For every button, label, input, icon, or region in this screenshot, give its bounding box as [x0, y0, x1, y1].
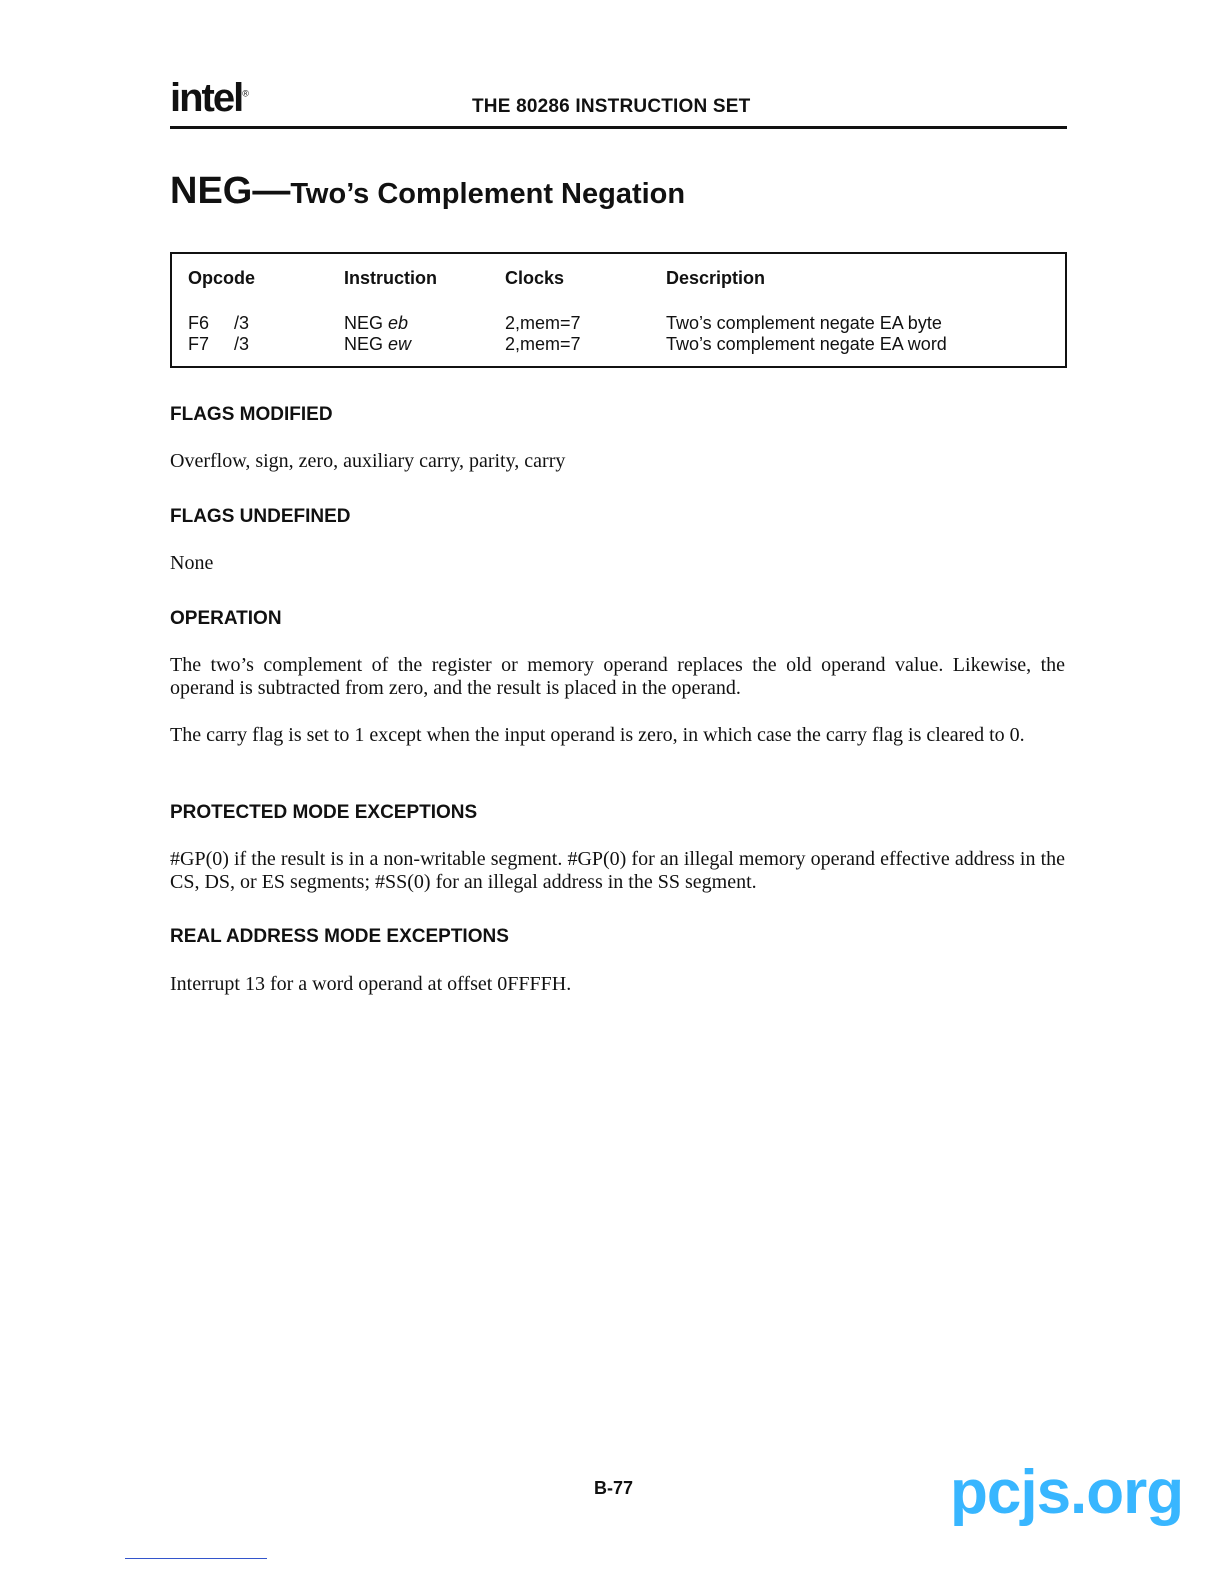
- column-header-description: Description: [666, 268, 766, 288]
- row1-description: Two’s complement negate EA byte: [666, 313, 942, 333]
- running-header-title: THE 80286 INSTRUCTION SET: [472, 96, 751, 117]
- flags-undefined-text: None: [170, 552, 214, 574]
- row2-operand: ew: [388, 334, 412, 354]
- operation-heading: OPERATION: [170, 608, 282, 629]
- operation-paragraph-2: The carry flag is set to 1 except when the input operand is zero, in which case the carry flag is cleared to 0.: [170, 724, 1025, 746]
- row2-mnemonic: NEG: [344, 334, 384, 354]
- flags-modified-text: Overflow, sign, zero, auxiliary carry, parity, carry: [170, 450, 566, 472]
- page-title: [170, 170, 685, 213]
- row2-clocks: 2,mem=7: [505, 334, 581, 354]
- page-number: B-77: [594, 1478, 634, 1498]
- row2-description: Two’s complement negate EA word: [666, 334, 947, 354]
- instruction-mnemonic: NEG: [170, 170, 253, 212]
- logo-text: intel: [170, 76, 243, 120]
- row1-mnemonic: NEG: [344, 313, 384, 333]
- row1-opcode-extension: /3: [234, 313, 250, 333]
- row1-operand: eb: [388, 313, 409, 333]
- protected-mode-text: #GP(0) if the result is in a non-writable segment. #GP(0) for an illegal memory operand effective address in the CS, DS, or ES segments; #SS(0) for an illegal address in the SS segment.: [170, 848, 1065, 893]
- row1-opcode: F6: [188, 313, 210, 333]
- operation-paragraph-1: The two’s complement of the register or memory operand replaces the old operand value. Likewise, the operand is subtracted from zero, and the result is placed in the operand.: [170, 654, 1065, 699]
- row1-instruction: [344, 313, 408, 334]
- bottom-link-underline: [125, 1558, 267, 1559]
- row1-clocks: 2,mem=7: [505, 313, 581, 333]
- real-mode-heading: REAL ADDRESS MODE EXCEPTIONS: [170, 926, 509, 947]
- row2-opcode: F7: [188, 334, 210, 354]
- column-header-opcode: Opcode: [188, 268, 256, 288]
- logo-registered-mark: ®: [242, 88, 249, 99]
- column-header-clocks: Clocks: [505, 268, 565, 288]
- pcjs-watermark: pcjs.org: [950, 1458, 1184, 1527]
- flags-modified-heading: FLAGS MODIFIED: [170, 404, 333, 425]
- row2-opcode-extension: /3: [234, 334, 250, 354]
- opcode-table: [170, 252, 1067, 368]
- flags-undefined-heading: FLAGS UNDEFINED: [170, 506, 351, 527]
- header-rule: [170, 126, 1067, 129]
- intel-logo: [170, 78, 249, 118]
- protected-mode-heading: PROTECTED MODE EXCEPTIONS: [170, 802, 478, 823]
- instruction-name: Two’s Complement Negation: [290, 178, 686, 210]
- title-dash: —: [252, 170, 291, 212]
- column-header-instruction: Instruction: [344, 268, 437, 288]
- real-mode-text: Interrupt 13 for a word operand at offset 0FFFFH.: [170, 973, 572, 995]
- row2-instruction: [344, 334, 411, 355]
